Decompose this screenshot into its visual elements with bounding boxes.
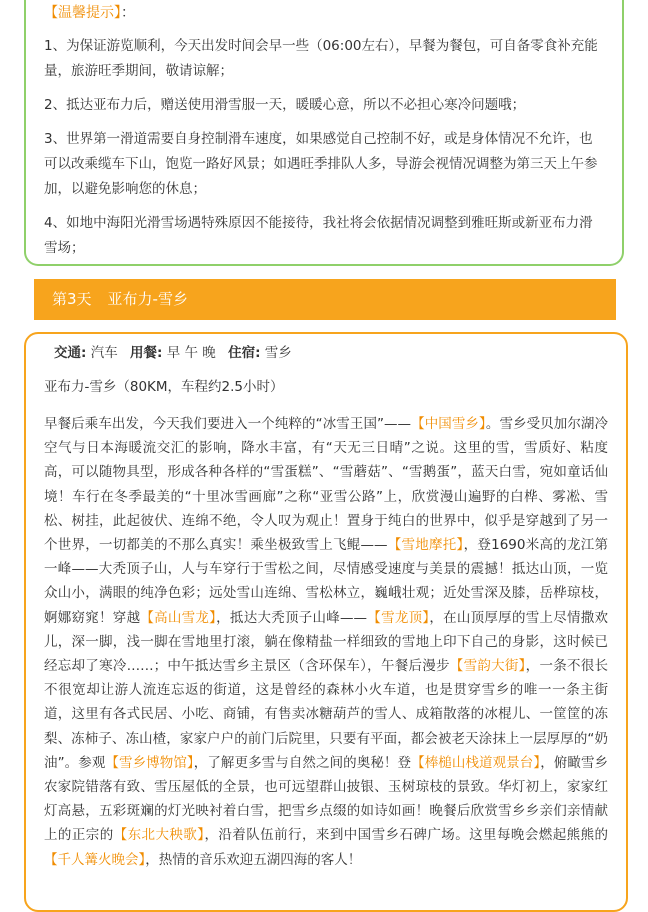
day-meta — [44, 342, 608, 364]
tip-item-3: 3、世界第一滑道需要自身控制滑车速度，如果感觉自己控制不好，或是身体情况不允许，也可以改乘缆车下山，饱览一路好风景；如遇旺季排队人多，导游会视情况调整为第三天上午参加，以避免影响您的休息； — [44, 131, 598, 197]
desc-text-9: ，沿着队伍前行，来到中国雪乡石碑广场。这里每晚会燃起熊熊的 — [204, 827, 609, 844]
desc-text-4: ，抵达大秃顶子山峰—— — [216, 609, 368, 626]
highlight-bonfire-party: 【千人篝火晚会】 — [44, 851, 146, 868]
highlight-snow-rhyme-street: 【雪韵大街】 — [449, 658, 526, 675]
tips-title-bracket-open: 【 — [44, 5, 58, 21]
meal-label: 用餐: — [130, 345, 163, 361]
transport-value: 汽车 — [90, 345, 118, 361]
day-description — [44, 412, 608, 872]
tip-item-4: 4、如地中海阳光滑雪场遇特殊原因不能接待，我社将会依据情况调整到雅旺斯或新亚布力滑雪场； — [44, 215, 593, 256]
stay-label: 住宿: — [228, 345, 261, 361]
tips-title — [44, 2, 604, 24]
tip-item-2: 2、抵达亚布力后，赠送使用滑雪服一天，暖暖心意，所以不必担心寒冷问题哦； — [44, 97, 526, 113]
transport-label: 交通: — [54, 345, 87, 361]
desc-text-8: ，俯瞰雪乡农家院错落有致、雪压屋低的全景，也可远望群山披银、玉树琼枝的景致。华灯初上，家家红灯高悬，五彩斑斓的灯光映衬着白雪，把雪乡点缀的如诗如画！晚餐后欣赏雪乡乡亲们亲情献上的正宗的 — [44, 754, 609, 844]
desc-text-3: ，登1690米高的龙江第一峰——大秃顶子山，人与车穿行于雪松之间，尽情感受速度与美景的震撼！抵达山顶，一览众山小，满眼的纯净色彩；远处雪山连绵、雪松林立，巍峨壮观；近处雪深及膝，岳桦琼枝，婀娜窈窕！穿越 — [44, 537, 609, 626]
meal-value: 早 午 晚 — [166, 345, 216, 361]
desc-text-10: ，热情的音乐欢迎五湖四海的客人！ — [145, 851, 362, 868]
day-title: 亚布力-雪乡 — [107, 290, 188, 308]
desc-text-5: ，在山顶厚厚的雪上尽情撒欢儿，深一脚，浅一脚在雪地里打滚，躺在像精盐一样细致的雪地上印下自己的身影，这时候已经忘却了寒冷……；中午抵达雪乡主景区（含环保车），午餐后漫步 — [44, 609, 609, 675]
desc-text-2: 。雪乡受贝加尔湖冷空气与日本海暖流交汇的影响，降水丰富，有“天无三日晴”之说。这里的雪，雪质好、粘度高，可以随物具型，形成各种各样的“雪蛋糕”、“雪蘑菇”、“雪鹅蛋”，蓝天白雪，宛如童话仙境！车行在冬季最美的“十里冰雪画廊”之称“亚雪公路”上，欣赏漫山遍野的白桦、雾凇、雪松、树挂，此起彼伏、连绵不绝，令人叹为观止！置身于纯白的世界中，似乎是穿越到了另一个世界，一切都美的不那么真实！乘坐极致雪上飞鲲—— — [44, 416, 609, 554]
tips-title-colon: ： — [121, 5, 135, 21]
desc-text-6: ，一条不很长不很宽却让游人流连忘返的街道，这是曾经的森林小火车道，也是贯穿雪乡的唯一一条主街道，这里有各式民居、小吃、商铺，有售卖冰糖葫芦的雪人、成箱散落的冰棍儿、一筐筐的冻梨、冻柿子、冻山楂，家家户户的前门后院里，只要有平面，都会被老天涂抹上一层厚厚的“奶油”。参观 — [44, 658, 609, 771]
desc-text-7: ，了解更多雪与自然之间的奥秘！登 — [193, 754, 412, 771]
highlight-snowmobile: 【雪地摩托】 — [387, 537, 464, 554]
tips-panel — [24, 0, 624, 266]
highlight-china-snow-town: 【中国雪乡】 — [411, 416, 486, 432]
stay-value: 雪乡 — [264, 345, 292, 361]
highlight-viewing-platform: 【棒槌山栈道观景台】 — [411, 754, 541, 771]
highlight-snow-town-museum: 【雪乡博物馆】 — [105, 754, 194, 771]
day-header-bar — [34, 279, 616, 320]
tips-title-bracket-close: 】 — [114, 5, 121, 21]
day-label: 第3天 — [52, 290, 92, 308]
tips-title-text: 温馨提示 — [58, 5, 114, 21]
highlight-yangko-dance: 【东北大秧歌】 — [113, 827, 205, 844]
highlight-snow-dragon-peak: 【雪龙顶】 — [367, 609, 430, 626]
route-info: 亚布力-雪乡（80KM，车程约2.5小时） — [44, 379, 284, 395]
day-detail-panel — [24, 332, 628, 912]
tip-item-1: 1、为保证游览顺利，今天出发时间会早一些（06:00左右），早餐为餐包，可自备零食补充能量，旅游旺季期间，敬请谅解； — [44, 38, 598, 79]
highlight-mountain-snow-dragon: 【高山雪龙】 — [140, 609, 217, 626]
desc-text-1: 早餐后乘车出发，今天我们要进入一个纯粹的“冰雪王国”—— — [44, 416, 412, 432]
